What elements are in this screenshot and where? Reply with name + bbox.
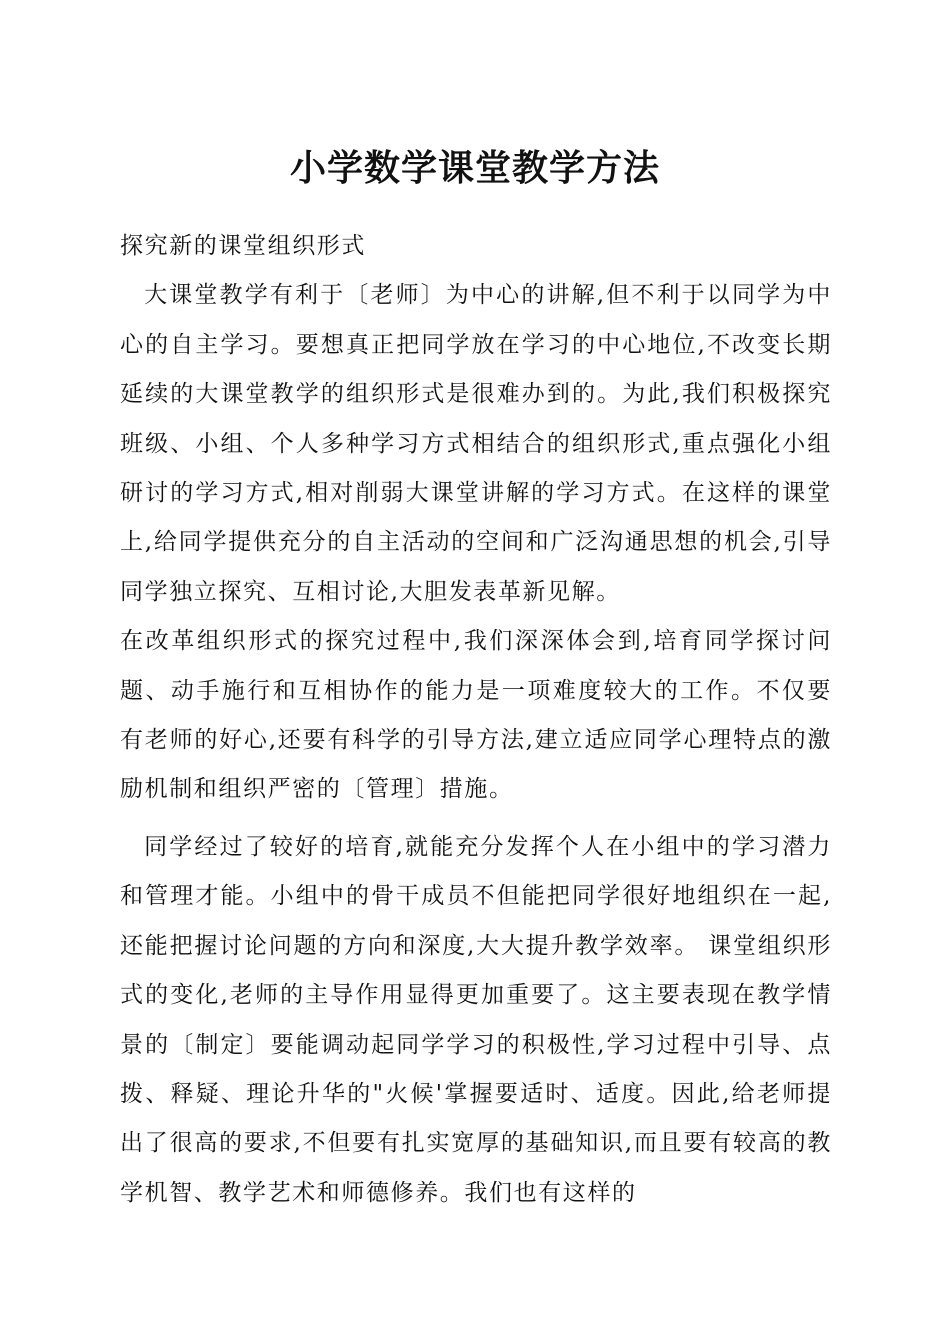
section-heading: 探究新的课堂组织形式 [120,233,366,259]
document-title: 小学数学课堂教学方法 [289,147,660,189]
paragraph-1: 大课堂教学有利于〔老师〕为中心的讲解,但不利于以同学为中心的自主学习。要想真正把同学放在学习的中心地位,不改变长期延续的大课堂教学的组织形式是很难办到的。为此,我们积极探究班级、小组、个人多种学习方式相结合的组织形式,重点强化小组研讨的学习方式,相对削弱大课堂讲解的学习方式。在这样的课堂上,给同学提供充分的自主活动的空间和广泛沟通思想的机会,引导同学独立探究、互相讨论,大胆发表革新见解。 [120,282,832,605]
paragraph-2: 在改革组织形式的探究过程中,我们深深体会到,培育同学探讨问题、动手施行和互相协作的能力是一项难度较大的工作。不仅要有老师的好心,还要有科学的引导方法,建立适应同学心理特点的激励机制和组织严密的〔管理〕措施。 [120,628,832,803]
document-body [120,222,832,1218]
paragraph-3: 同学经过了较好的培育,就能充分发挥个人在小组中的学习潜力和管理才能。小组中的骨干成员不但能把同学很好地组织在一起,还能把握讨论问题的方向和深度,大大提升教学效率。 课堂组织形式的变化,老师的主导作用显得更加重要了。这主要表现在教学情景的〔制定〕要能调动起同学学习的积极性,学习过程中引导、点拨、释疑、理论升华的"火候'掌握要适时、适度。因此,给老师提出了很高的要求,不但要有扎实宽厚的基础知识,而且要有较高的教学机智、教学艺术和师德修养。我们也有这样的 [120,833,832,1206]
